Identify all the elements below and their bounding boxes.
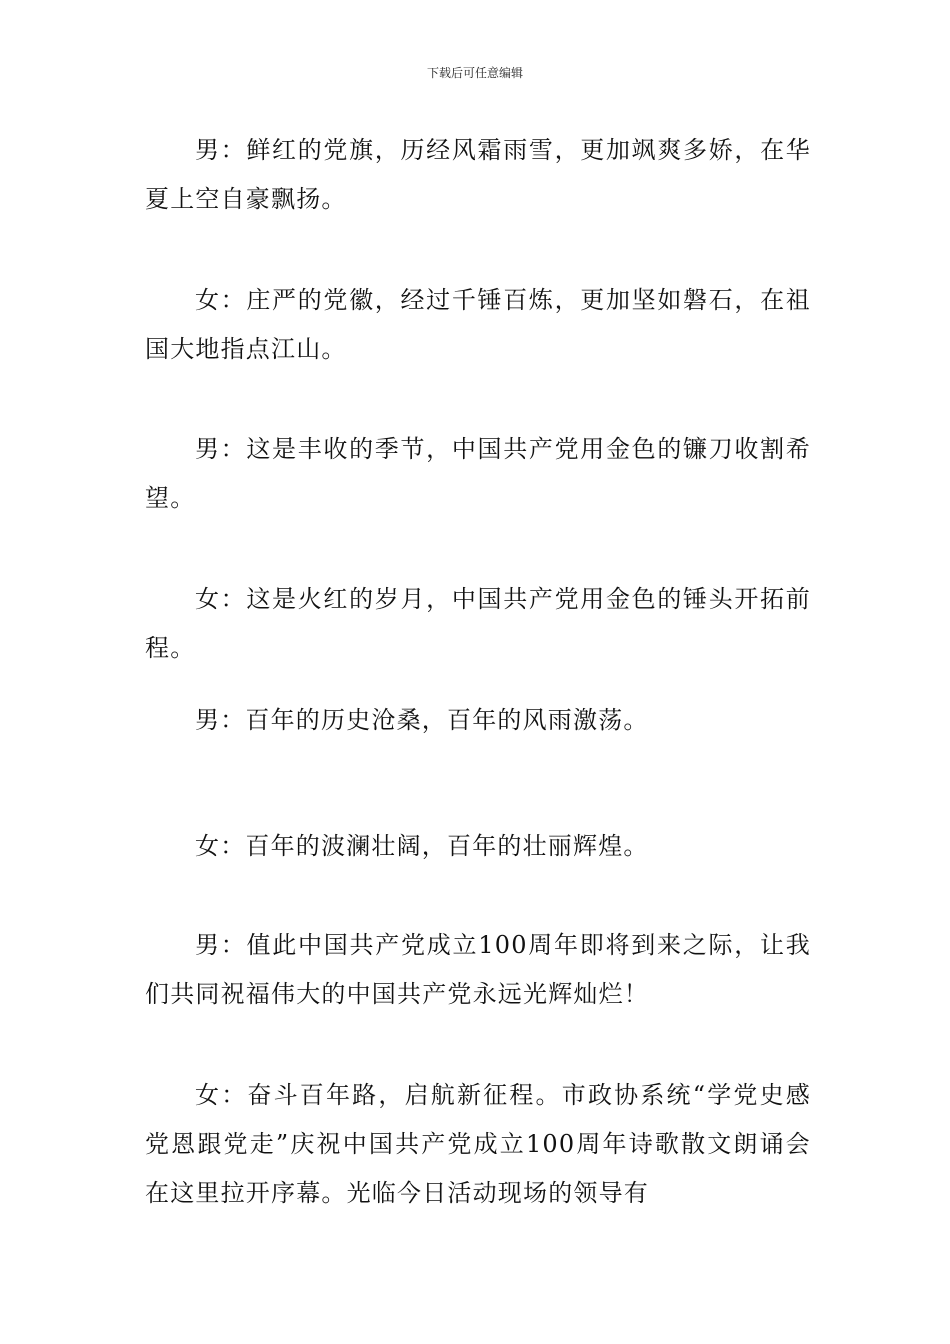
paragraph-4: 女：这是火红的岁月，中国共产党用金色的锤头开拓前程。	[145, 585, 811, 662]
paragraph-3: 男：这是丰收的季节，中国共产党用金色的镰刀收割希望。	[145, 435, 811, 512]
paragraph-8: 女：奋斗百年路，启航新征程。市政协系统“学党史感党恩跟党走”庆祝中国共产党成立100周年诗歌散文朗诵会在这里拉开序幕。光临今日活动现场的领导有	[145, 1081, 811, 1207]
paragraph-5: 男：百年的历史沧桑，百年的风雨激荡。	[195, 706, 649, 734]
paragraph-2: 女：庄严的党徽，经过千锤百炼，更加坚如磐石，在祖国大地指点江山。	[145, 286, 811, 363]
paragraph-1: 男：鲜红的党旗，历经风霜雨雪，更加飒爽多娇，在华夏上空自豪飘扬。	[145, 136, 811, 213]
paragraph-7: 男：值此中国共产党成立100周年即将到来之际，让我们共同祝福伟大的中国共产党永远光辉灿烂！	[145, 931, 811, 1008]
paragraph-6: 女：百年的波澜壮阔，百年的壮丽辉煌。	[195, 832, 649, 860]
header-note: 下载后可任意编辑	[426, 66, 523, 80]
